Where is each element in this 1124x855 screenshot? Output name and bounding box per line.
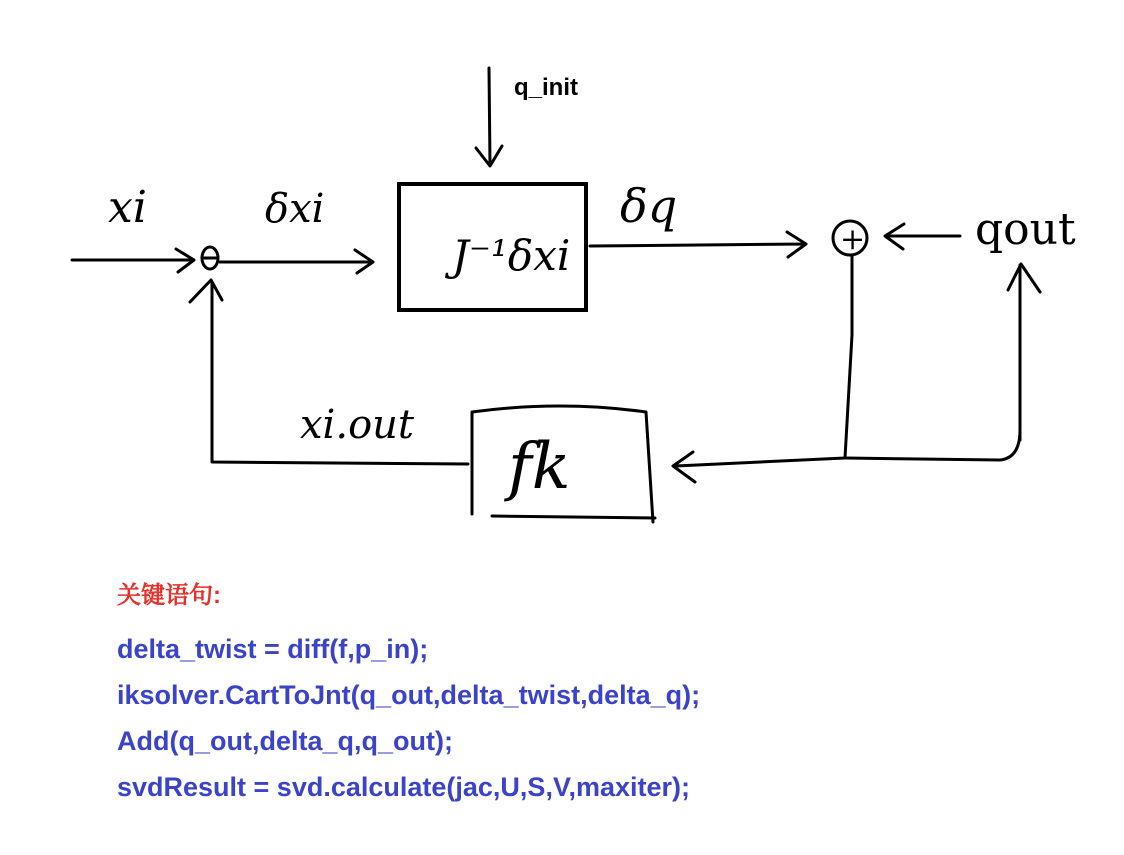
q-out-label: qout (975, 204, 1076, 255)
code-line-add: Add(q_out,delta_q,q_out); (117, 726, 453, 756)
x-out-label: xi.out (300, 402, 414, 448)
code-line-svd: svdResult = svd.calculate(jac,U,S,V,maxiter); (117, 772, 691, 802)
x-input-arrow (72, 249, 194, 272)
difference-node (202, 247, 218, 269)
delta-x-arrow (220, 250, 373, 273)
q-init-label: q_init (514, 74, 578, 101)
x-input-label: xi (108, 182, 147, 233)
svg-text:+: + (840, 222, 866, 257)
forward-kinematics-block (472, 406, 655, 522)
q-out-arrow (885, 224, 960, 249)
q-init-arrow (476, 68, 502, 166)
code-line-delta-twist: delta_twist = diff(f,p_in); (117, 634, 429, 664)
key-statements (117, 580, 1097, 810)
loop-bottom-line (845, 430, 1020, 460)
code-line-cart-to-jnt: iksolver.CartToJnt(q_out,delta_twist,delta_q); (117, 680, 701, 710)
sum-node (833, 221, 867, 257)
delta-x-label: δxi (265, 186, 325, 232)
jacobian-inverse-label: J⁻¹δxi (452, 231, 571, 280)
delta-q-arrow (590, 232, 806, 257)
delta-q-label: δq (620, 179, 678, 233)
into-fk-arrow (673, 452, 845, 482)
fk-label: fk (508, 430, 571, 504)
q-out-up-arrow (1008, 264, 1040, 440)
notes-title: 关键语句: (117, 582, 221, 609)
sum-down-line (845, 256, 852, 458)
